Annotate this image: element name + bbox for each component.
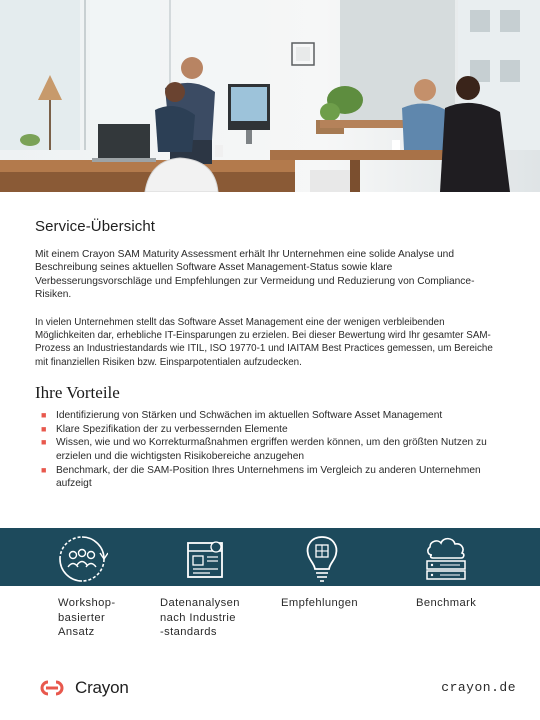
main-content (35, 218, 507, 491)
benefits-title: Ihre Vorteile (35, 383, 120, 403)
benefit-item: ■ Benchmark, der die SAM-Position Ihres Unternehmens im Vergleich zu anderen Unternehmen aufzeigt (41, 464, 481, 490)
brand-name: Crayon (75, 678, 129, 697)
overview-paragraph-1: Mit einem Crayon SAM Maturity Assessment erhält Ihr Unternehmen eine solide Analyse und Beschreibung seines aktuellen Software Asset Management-Status sowie klare Verbesserungsvorschläge und Empfehlungen zur Vermeidung und Reduzierung von Compliance-Risiken. (35, 249, 475, 301)
website-url[interactable]: crayon.de (441, 680, 516, 695)
feature-label-benchmark: Benchmark (416, 597, 477, 609)
overview-paragraph-2: In vielen Unternehmen stellt das Software Asset Management eine der wenigen verbleibenden Möglichkeiten dar, erhebliche IT-Einsparungen zu erzielen. Bei dieser Bewertung wird Ihr gesamter SAM-Prozess an Industriestandards wie ITIL, ISO 19770-1 und IAITAM Best Practices gemessen, um Bereiche mit finanziellen Risiken bzw. Einsparpotentialen aufzudecken. (35, 316, 493, 368)
overview-title: Service-Übersicht (35, 218, 156, 235)
crayon-logo-mark-icon (35, 678, 71, 698)
benefits-list (35, 409, 507, 491)
lightbulb-icon (296, 533, 348, 585)
bullet-icon: ■ (41, 464, 47, 475)
crayon-logo (35, 677, 129, 699)
bullet-icon: ■ (41, 423, 47, 434)
benefit-item: ■ Identifizierung von Stärken und Schwächen im aktuellen Software Asset Management (41, 410, 443, 422)
workshop-icon (56, 533, 108, 585)
feature-label-data-analysis: Datenanalysen nach Industrie -standards (160, 597, 240, 639)
benchmark-cloud-icon (420, 533, 472, 585)
benefit-item: ■ Wissen, wie und wo Korrekturmaßnahmen ergriffen werden können, um den größten Nutzen zu erzielen und die wichtigsten Risikobereiche anzugehen (41, 437, 487, 463)
feature-label-workshop: Workshop- basierter Ansatz (58, 597, 116, 639)
hero-image (0, 0, 540, 192)
benefit-item: ■ Klare Spezifikation der zu verbessernden Elemente (41, 423, 288, 435)
data-analysis-icon (180, 533, 232, 585)
bullet-icon: ■ (41, 437, 47, 448)
bullet-icon: ■ (41, 410, 47, 421)
feature-label-recommendations: Empfehlungen (281, 597, 358, 609)
